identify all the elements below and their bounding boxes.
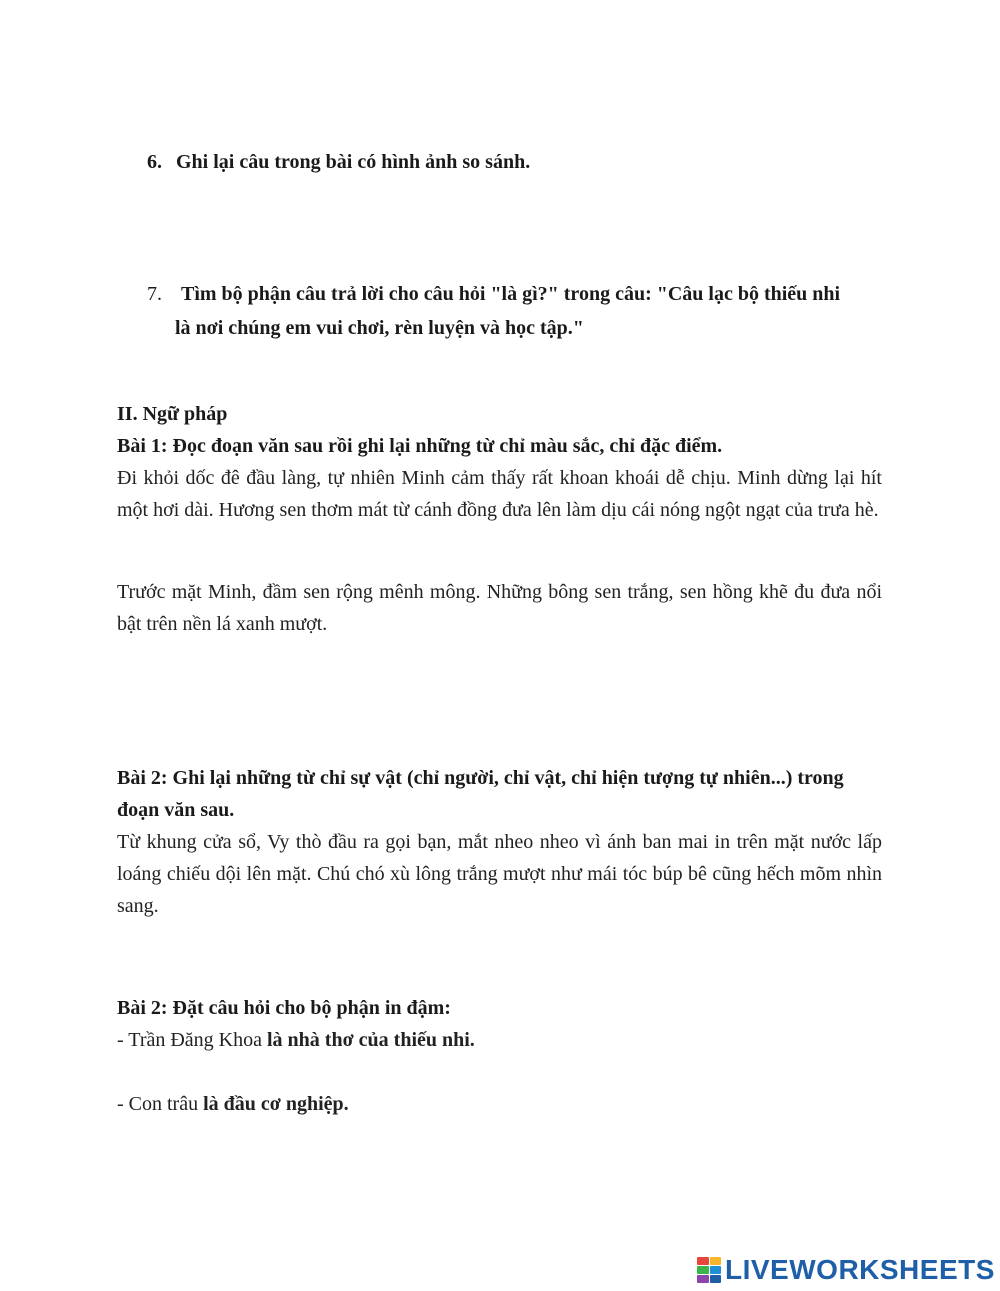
logo-text: LIVEWORKSHEETS	[725, 1254, 995, 1285]
exercise-1-title: Bài 1: Đọc đoạn văn sau rồi ghi lại những từ chỉ màu sắc, chỉ đặc điểm.	[117, 435, 723, 457]
item-bold-text: là đầu cơ nghiệp.	[203, 1093, 349, 1115]
question-text-line-1: Tìm bộ phận câu trả lời cho câu hỏi "là gì?" trong câu: "Câu lạc bộ thiếu nhi	[181, 283, 841, 305]
item-plain-text: - Con trâu	[117, 1093, 204, 1115]
question-text-line-2: là nơi chúng em vui chơi, rèn luyện và học tập."	[175, 317, 584, 339]
question-7	[147, 278, 907, 348]
exercise-2-title: Bài 2: Ghi lại những từ chỉ sự vật (chỉ người, chỉ vật, chỉ hiện tượng tự nhiên...) trong đoạn văn sau.	[117, 767, 844, 821]
exercise-1-paragraph-1: Đi khỏi dốc đê đầu làng, tự nhiên Minh cảm thấy rất khoan khoái dễ chịu. Minh dừng lại hít một hơi dài. Hương sen thơm mát từ cánh đồng đưa lên làm dịu cái nóng ngột ngạt của trưa hè.	[117, 467, 882, 521]
question-number: 6.	[147, 151, 162, 173]
item-plain-text: - Trần Đăng Khoa	[117, 1029, 267, 1051]
liveworksheets-logo	[697, 1255, 995, 1285]
question-6	[147, 146, 907, 178]
question-number: 7.	[147, 283, 162, 305]
exercise-3-item	[117, 1088, 349, 1120]
section-title: II. Ngữ pháp	[117, 403, 228, 425]
exercise-3-item	[117, 1024, 475, 1056]
item-bold-text: là nhà thơ của thiếu nhi.	[267, 1029, 475, 1051]
liveworksheets-logo-icon	[697, 1257, 721, 1283]
question-text: Ghi lại câu trong bài có hình ảnh so sánh.	[176, 151, 531, 173]
exercise-2-paragraph: Từ khung cửa sổ, Vy thò đầu ra gọi bạn, mắt nheo nheo vì ánh ban mai in trên mặt nước lấp loáng chiếu dội lên mặt. Chú chó xù lông trắng mượt như mái tóc búp bê cũng hếch mõm nhìn sang.	[117, 831, 882, 917]
exercise-1-paragraph-2: Trước mặt Minh, đầm sen rộng mênh mông. Những bông sen trắng, sen hồng khẽ đu đưa nổi bật trên nền lá xanh mượt.	[117, 581, 882, 635]
exercise-3-title: Bài 2: Đặt câu hỏi cho bộ phận in đậm:	[117, 997, 451, 1019]
